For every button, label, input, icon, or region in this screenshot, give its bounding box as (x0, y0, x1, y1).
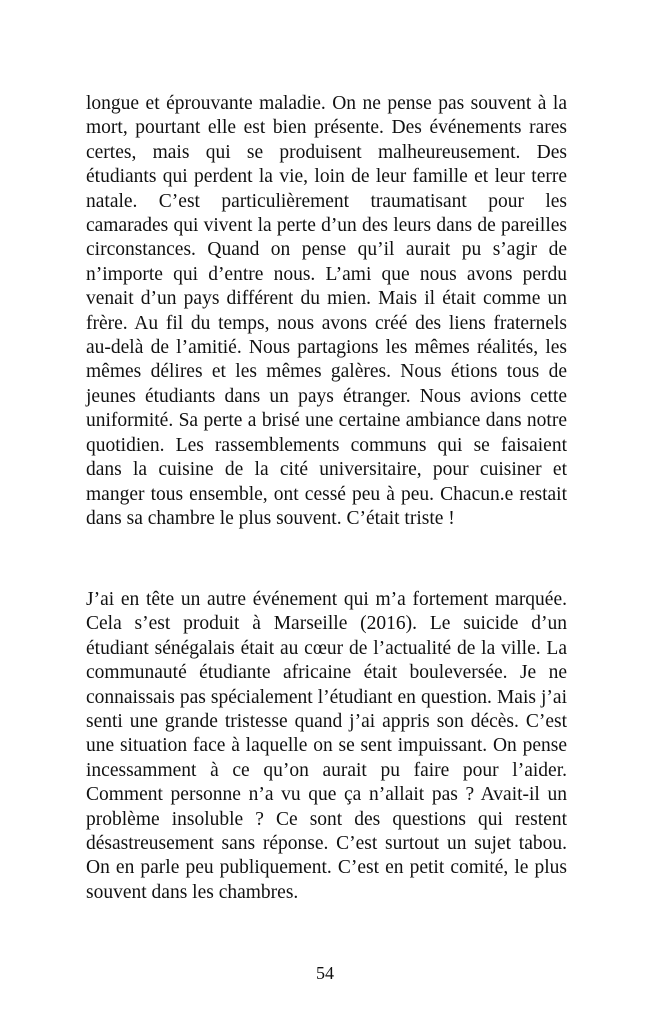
page-number: 54 (316, 963, 334, 983)
body-paragraph-2: J’ai en tête un autre événement qui m’a fortement marquée. Cela s’est produit à Marseille (2016). Le suicide d’un étudiant sénégalais était au cœur de l’actualité de la ville. La communauté étudiante africaine était bouleversée. Je ne connaissais pas spécialement l’étudiant en question. Mais j’ai senti une grande tristesse quand j’ai appris son décès. C’est une situation face à laquelle on se sent impuissant. On pense incessamment à ce qu’on aurait pu faire pour l’aider. Comment personne n’a vu que ça n’allait pas ? Avait-il un problème insoluble ? Ce sont des questions qui restent désastreusement sans réponse. C’est surtout un sujet tabou. On en parle peu publiquement. C’est en petit comité, le plus souvent dans les chambres. (86, 589, 567, 903)
body-paragraph-1: longue et éprouvante maladie. On ne pense pas souvent à la mort, pourtant elle est bien présente. Des événements rares certes, mais qui se produisent malheureusement. Des étudiants qui perdent la vie, loin de leur famille et leur terre natale. C’est particulièrement traumatisant pour les camarades qui vivent la perte d’un des leurs dans de pareilles circonstances. Quand on pense qu’il aurait pu s’agir de n’importe qui d’entre nous. L’ami que nous avons perdu venait d’un pays différent du mien. Mais il était comme un frère. Au fil du temps, nous avons créé des liens fraternels au-delà de l’amitié. Nous partagions les mêmes réalités, les mêmes délires et les mêmes galères. Nous étions tous de jeunes étudiants dans un pays étranger. Nous avions cette uniformité. Sa perte a brisé une certaine ambiance dans notre quotidien. Les rassemblements communs qui se faisaient dans la cuisine de la cité universitaire, pour cuisiner et manger tous ensemble, ont cessé peu à peu. Chacun.e restait dans sa chambre le plus souvent. C’était triste ! (86, 93, 567, 529)
